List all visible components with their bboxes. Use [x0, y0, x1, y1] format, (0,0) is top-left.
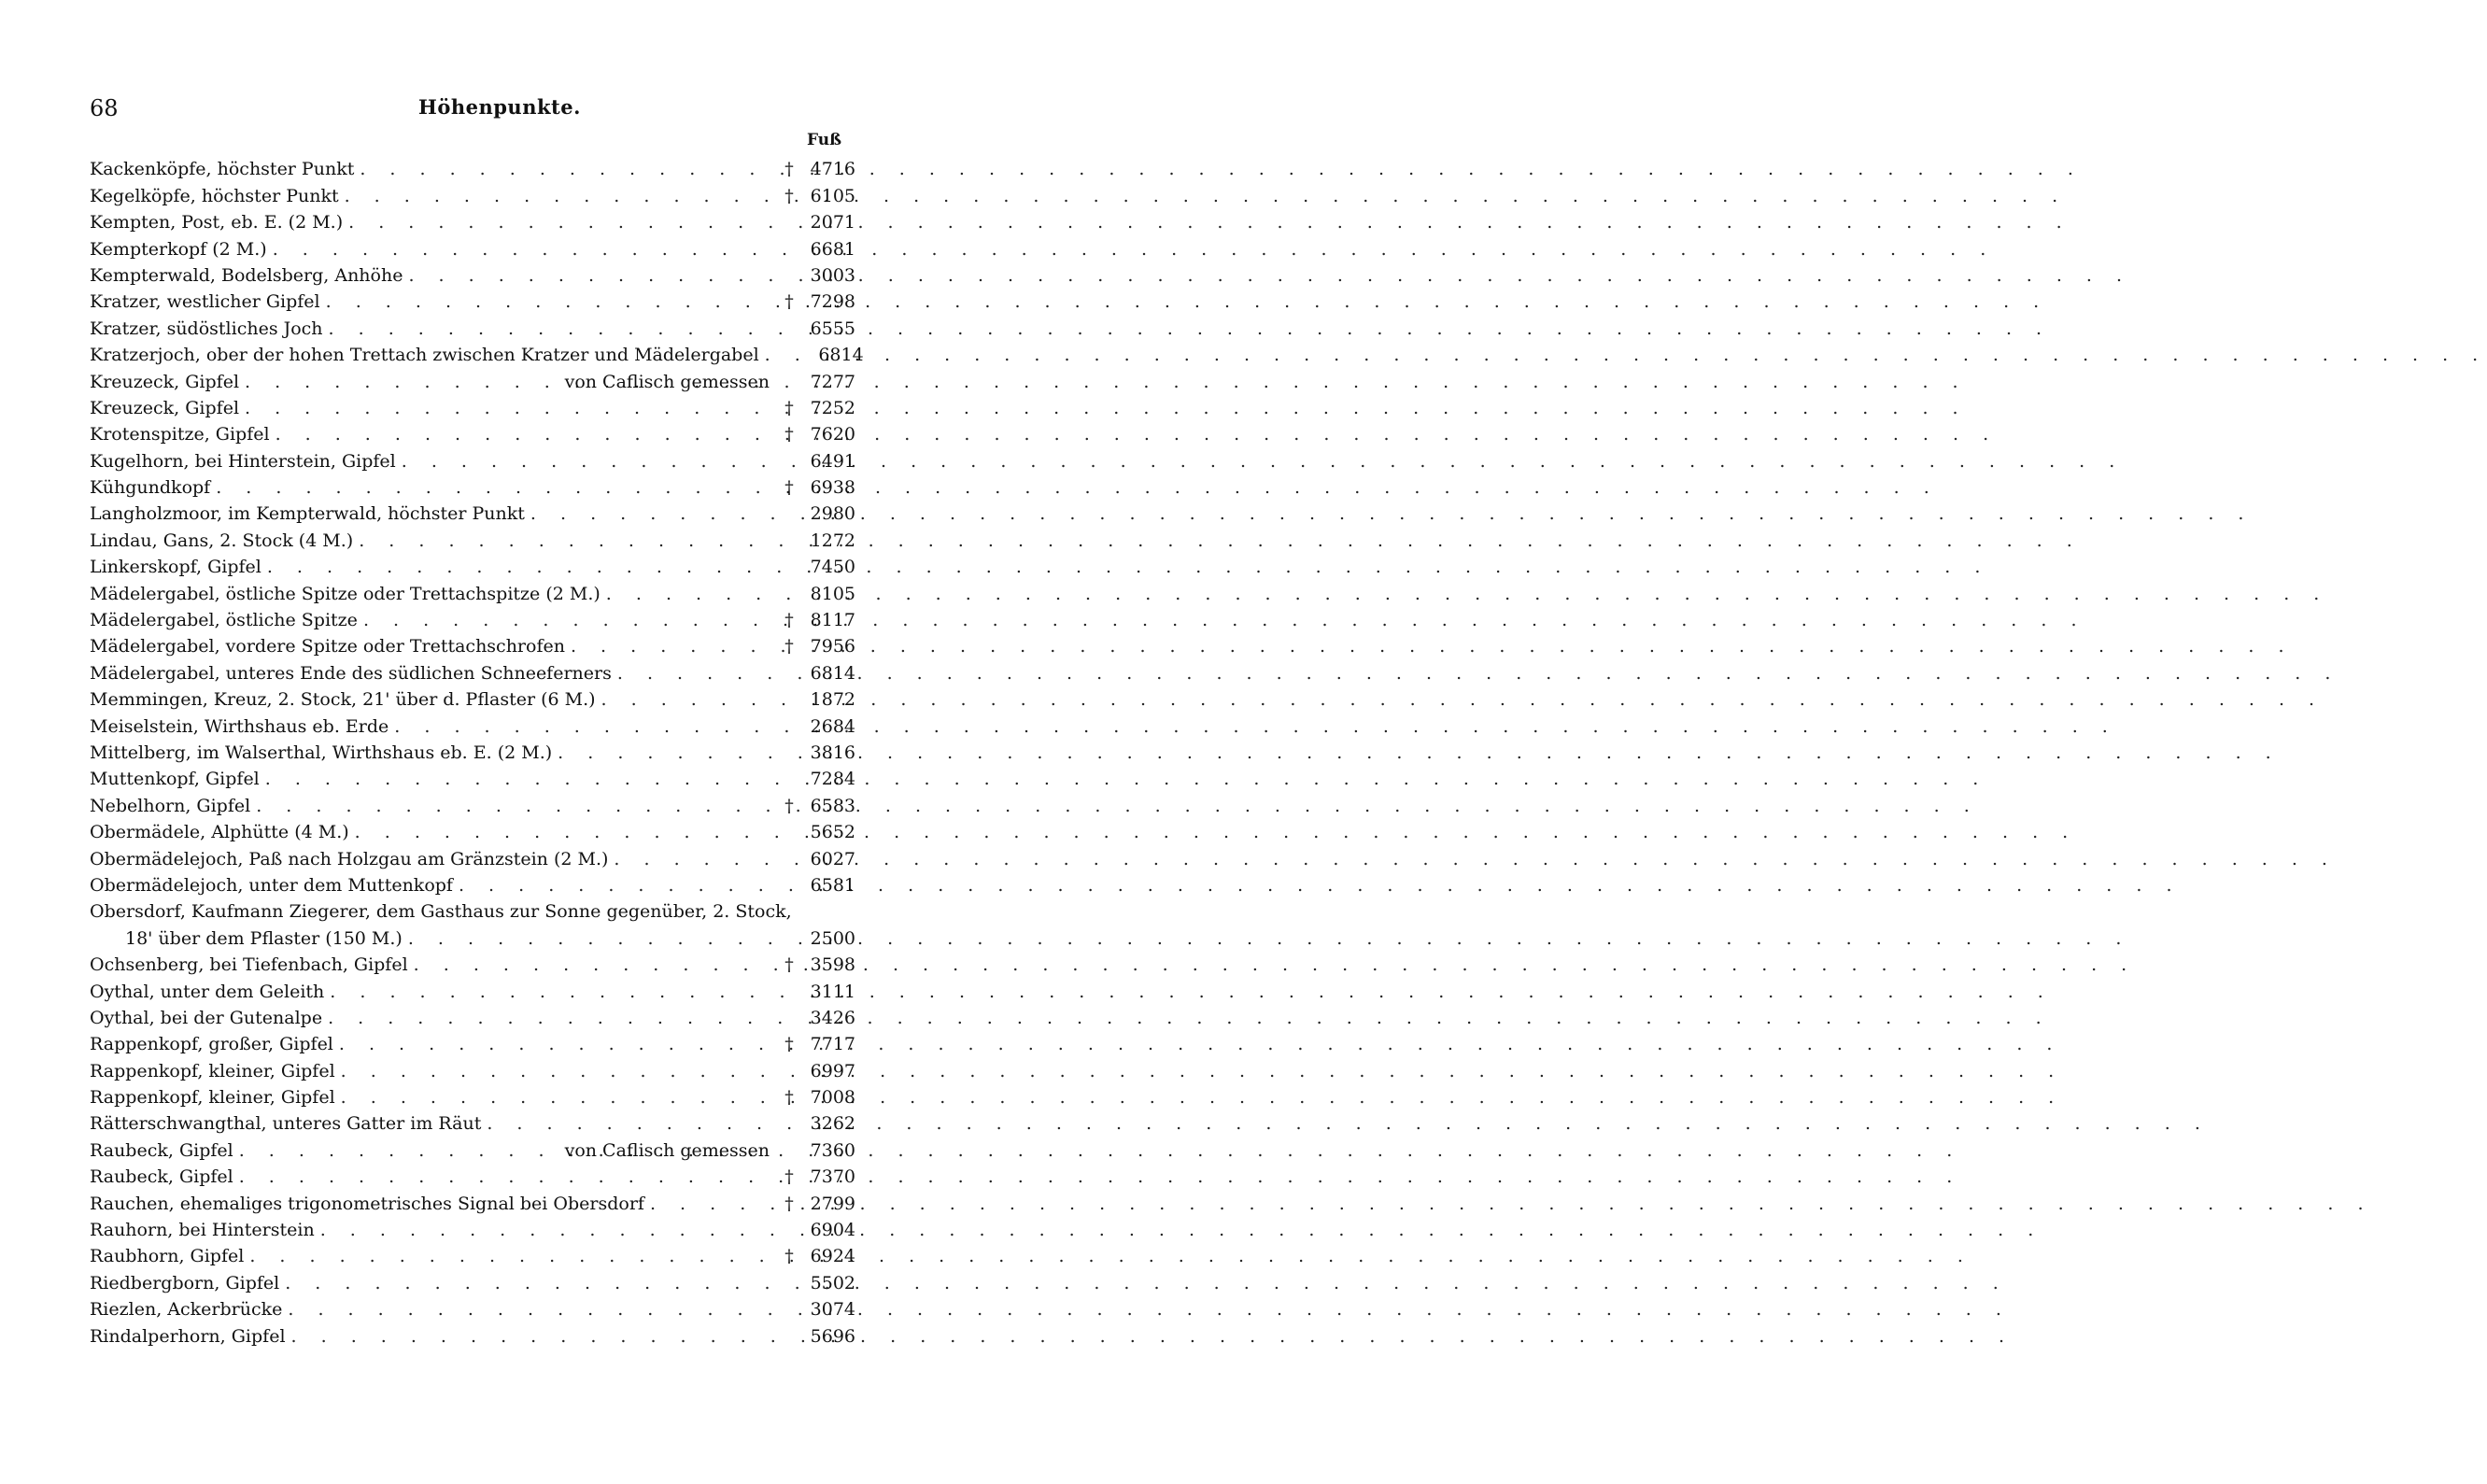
entry-name: Obermädele, Alphütte (4 M.)	[90, 822, 349, 843]
unit-label: Fuß	[807, 131, 842, 149]
dot-leader	[330, 982, 775, 1002]
dot-leader	[363, 610, 775, 630]
entry-name: Raubeck, Gipfel	[90, 1166, 233, 1188]
dot-leader	[249, 1246, 775, 1266]
entry-name: Oythal, unter dem Geleith	[90, 981, 325, 1002]
list-item	[90, 445, 855, 471]
entry-name: Kugelhorn, bei Hinterstein, Gipfel	[90, 450, 396, 472]
entry-height: 2500	[810, 927, 855, 949]
entry-height: 6583	[810, 795, 855, 816]
list-item	[90, 630, 855, 657]
entry-name: Kratzerjoch, ober der hohen Trettach zwischen Kratzer und Mädelergabel	[90, 345, 759, 366]
list-item	[90, 1320, 855, 1346]
entry-height: 8105	[810, 583, 855, 604]
dagger-mark: †	[784, 1087, 794, 1109]
list-item	[90, 1081, 855, 1108]
entry-height: 7370	[810, 1166, 855, 1188]
entry-name: Nebelhorn, Gipfel	[90, 795, 251, 816]
list-item	[90, 816, 855, 842]
entry-height: 7360	[810, 1139, 855, 1161]
entry-height: 2799	[810, 1193, 855, 1214]
dagger-mark: †	[784, 159, 794, 180]
entry-height: 3598	[810, 954, 855, 976]
entry-name: Mädelergabel, vordere Spitze oder Trettachschrofen	[90, 636, 565, 657]
dagger-mark: †	[784, 185, 794, 206]
list-item	[90, 789, 855, 815]
entry-name: Rindalperhorn, Gipfel	[90, 1325, 286, 1347]
dot-leader	[273, 239, 775, 260]
entry-height: 5652	[810, 822, 855, 843]
entry-height: 7252	[810, 397, 855, 418]
entry-name: Obermädelejoch, unter dem Muttenkopf	[90, 874, 453, 896]
dot-leader	[239, 1166, 775, 1187]
entry-height: 7620	[810, 424, 855, 445]
dot-leader	[606, 584, 775, 604]
list-item	[90, 1240, 855, 1266]
entry-height: 2071	[810, 212, 855, 233]
list-item	[90, 179, 855, 205]
entry-name: Kreuzeck, Gipfel	[90, 371, 240, 392]
list-item	[90, 949, 855, 975]
dot-leader	[239, 1140, 559, 1161]
dot-leader	[285, 1273, 775, 1293]
list-item	[90, 312, 855, 338]
dot-leader	[402, 451, 775, 472]
list-item	[90, 869, 855, 896]
dot-leader	[348, 212, 775, 233]
entry-height: 8117	[810, 610, 855, 631]
entry-name: Rappenkopf, kleiner, Gipfel	[90, 1087, 335, 1109]
entry-note: von Caflisch gemessen	[564, 1139, 770, 1161]
entry-name: Raubhorn, Gipfel	[90, 1246, 245, 1267]
list-item	[90, 1028, 855, 1054]
entry-name: Rauchen, ehemaliges trigonometrisches Signal bei Obersdorf	[90, 1193, 644, 1214]
dagger-mark: †	[784, 477, 794, 499]
entry-height: 7008	[810, 1087, 855, 1109]
dagger-mark: †	[784, 424, 794, 445]
list-item	[90, 710, 855, 736]
list-item	[90, 657, 855, 683]
entry-height: 7298	[810, 291, 855, 313]
entry-name: Muttenkopf, Gipfel	[90, 769, 260, 790]
running-title: Höhenpunkte.	[418, 95, 581, 119]
dot-leader	[267, 557, 775, 577]
dot-leader	[245, 372, 559, 392]
entry-height: 3111	[810, 981, 855, 1002]
list-item	[90, 1187, 855, 1213]
entry-height: 7450	[810, 557, 855, 578]
entry-name: Kegelköpfe, höchster Punkt	[90, 185, 339, 206]
dot-leader	[341, 1061, 775, 1081]
dot-leader	[530, 503, 775, 524]
entry-name: Rauhorn, bei Hinterstein	[90, 1220, 315, 1241]
list-item	[90, 551, 855, 577]
dagger-mark: †	[784, 291, 794, 313]
dagger-mark: †	[784, 397, 794, 418]
entry-name: Memmingen, Kreuz, 2. Stock, 21' über d. Pflaster (6 M.)	[90, 689, 596, 711]
entry-height: 6027	[810, 848, 855, 869]
dagger-mark: †	[784, 1034, 794, 1055]
list-item	[90, 1161, 855, 1187]
list-item	[90, 392, 855, 418]
list-item	[90, 842, 855, 869]
dagger-mark: †	[784, 795, 794, 816]
list-item	[90, 286, 855, 312]
entry-name: Linkerskopf, Gipfel	[90, 557, 261, 578]
elevation-list	[90, 153, 864, 1347]
dot-leader	[288, 1299, 775, 1320]
entry-height: 6938	[810, 477, 855, 499]
entry-name: Kackenköpfe, höchster Punkt	[90, 159, 355, 180]
list-item	[90, 684, 855, 710]
dot-leader	[571, 636, 775, 657]
dot-leader	[355, 822, 775, 842]
dot-leader	[345, 186, 775, 206]
entry-name: Lindau, Gans, 2. Stock (4 M.)	[90, 530, 354, 551]
entry-height: 2684	[810, 715, 855, 737]
list-item	[90, 365, 855, 391]
dot-leader	[256, 796, 775, 816]
entry-name: Kreuzeck, Gipfel	[90, 397, 240, 418]
entry-height: 6555	[810, 318, 855, 339]
dagger-mark: †	[784, 610, 794, 631]
entry-name: Mädelergabel, östliche Spitze	[90, 610, 358, 631]
entry-height: 7717	[810, 1034, 855, 1055]
entry-height: 4716	[810, 159, 855, 180]
list-item	[90, 604, 855, 630]
entry-height: 6924	[810, 1246, 855, 1267]
list-item	[90, 153, 855, 179]
list-item	[90, 975, 855, 1001]
list-item	[90, 1134, 855, 1160]
dot-leader	[614, 849, 775, 869]
list-item	[90, 922, 855, 948]
dot-leader	[765, 345, 784, 365]
dot-leader	[359, 530, 775, 551]
list-item	[90, 472, 855, 498]
entry-height: 1272	[810, 530, 855, 551]
entry-height: 2980	[810, 503, 855, 525]
list-item	[90, 1002, 855, 1028]
entry-height: 6814	[818, 345, 864, 366]
entry-name: Kühgundkopf	[90, 477, 211, 499]
dot-leader	[216, 477, 775, 498]
entry-height: 3262	[810, 1113, 855, 1135]
entry-height: 7277	[810, 371, 855, 392]
entry-name: Krotenspitze, Gipfel	[90, 424, 270, 445]
list-item	[90, 577, 855, 603]
dot-leader	[276, 424, 775, 445]
list-item	[90, 1054, 855, 1081]
dagger-mark: †	[784, 636, 794, 657]
entry-height: 3816	[810, 742, 855, 763]
list-item	[90, 763, 855, 789]
dot-leader	[320, 1220, 775, 1240]
dot-leader	[558, 742, 775, 763]
entry-name: Oythal, bei der Gutenalpe	[90, 1007, 323, 1028]
list-item	[90, 1266, 855, 1293]
entry-name: Rappenkopf, großer, Gipfel	[90, 1034, 333, 1055]
entry-height: 3074	[810, 1299, 855, 1321]
list-item	[90, 233, 855, 259]
entry-name: 18' über dem Pflaster (150 M.)	[125, 927, 403, 949]
dot-leader	[265, 769, 775, 789]
entry-height: 6904	[810, 1220, 855, 1241]
list-item	[90, 737, 855, 763]
list-item	[90, 1214, 855, 1240]
entry-name: Kempterwald, Bodelsberg, Anhöhe	[90, 264, 403, 286]
dot-leader	[459, 875, 775, 896]
page-number: 68	[90, 95, 119, 121]
list-item	[90, 339, 864, 366]
entry-name: Raubeck, Gipfel	[90, 1139, 233, 1161]
entry-name: Ochsenberg, bei Tiefenbach, Gipfel	[90, 954, 408, 976]
page-header	[90, 92, 855, 129]
dagger-mark: †	[784, 1193, 794, 1214]
entry-note: von Caflisch gemessen	[564, 371, 770, 392]
entry-height: 6491	[810, 450, 855, 472]
entry-name: Mädelergabel, östliche Spitze oder Trettachspitze (2 M.)	[90, 583, 601, 604]
entry-height: 6814	[810, 662, 855, 684]
list-item	[90, 260, 855, 286]
list-item	[90, 206, 855, 233]
list-item	[90, 1108, 855, 1134]
entry-name: Mittelberg, im Walserthal, Wirthshaus eb. E. (2 M.)	[90, 742, 553, 763]
dot-leader	[328, 1008, 775, 1028]
dot-leader	[339, 1034, 775, 1054]
dot-leader	[617, 663, 775, 684]
entry-name: Rätterschwangthal, unteres Gatter im Räut	[90, 1113, 482, 1135]
dot-leader	[601, 689, 775, 710]
entry-height: 6997	[810, 1060, 855, 1081]
entry-name: Obersdorf, Kaufmann Ziegerer, dem Gasthaus zur Sonne gegenüber, 2. Stock,	[90, 901, 792, 923]
dot-leader	[487, 1113, 775, 1134]
dagger-mark: †	[784, 954, 794, 976]
entry-name: Meiselstein, Wirthshaus eb. Erde	[90, 715, 389, 737]
dot-leader	[408, 928, 775, 949]
entry-name: Riezlen, Ackerbrücke	[90, 1299, 283, 1321]
dot-leader	[360, 159, 775, 179]
entry-height: 5696	[810, 1325, 855, 1347]
list-item	[90, 896, 855, 922]
entry-name: Rappenkopf, kleiner, Gipfel	[90, 1060, 335, 1081]
entry-height: 5502	[810, 1272, 855, 1293]
entry-name: Kratzer, westlicher Gipfel	[90, 291, 320, 313]
entry-name: Kratzer, südöstliches Joch	[90, 318, 323, 339]
dot-leader	[329, 318, 775, 339]
dot-leader	[245, 398, 775, 418]
entry-height: 6581	[810, 874, 855, 896]
entry-height: 3003	[810, 264, 855, 286]
dot-leader	[394, 716, 775, 737]
list-item	[90, 418, 855, 445]
dot-leader	[414, 954, 775, 975]
list-item	[90, 498, 855, 524]
dot-leader	[326, 291, 775, 312]
entry-name: Riedbergborn, Gipfel	[90, 1272, 280, 1293]
dot-leader	[341, 1087, 775, 1108]
entry-height: 3426	[810, 1007, 855, 1028]
dagger-mark: †	[784, 1246, 794, 1267]
entry-height: 6681	[810, 238, 855, 260]
entry-name: Kempten, Post, eb. E. (2 M.)	[90, 212, 344, 233]
dot-leader	[291, 1326, 775, 1347]
list-item	[90, 1293, 855, 1320]
dot-leader	[650, 1194, 775, 1214]
dagger-mark: †	[784, 1166, 794, 1188]
dot-leader	[408, 265, 775, 286]
entry-height: 1872	[810, 689, 855, 711]
entry-name: Langholzmoor, im Kempterwald, höchster Punkt	[90, 503, 525, 525]
entry-name: Kempterkopf (2 M.)	[90, 238, 267, 260]
entry-height: 6105	[810, 185, 855, 206]
entry-name: Obermädelejoch, Paß nach Holzgau am Gränzstein (2 M.)	[90, 848, 609, 869]
entry-name: Mädelergabel, unteres Ende des südlichen Schneeferners	[90, 662, 612, 684]
entry-height: 7956	[810, 636, 855, 657]
entry-height: 7284	[810, 769, 855, 790]
list-item	[90, 524, 855, 550]
